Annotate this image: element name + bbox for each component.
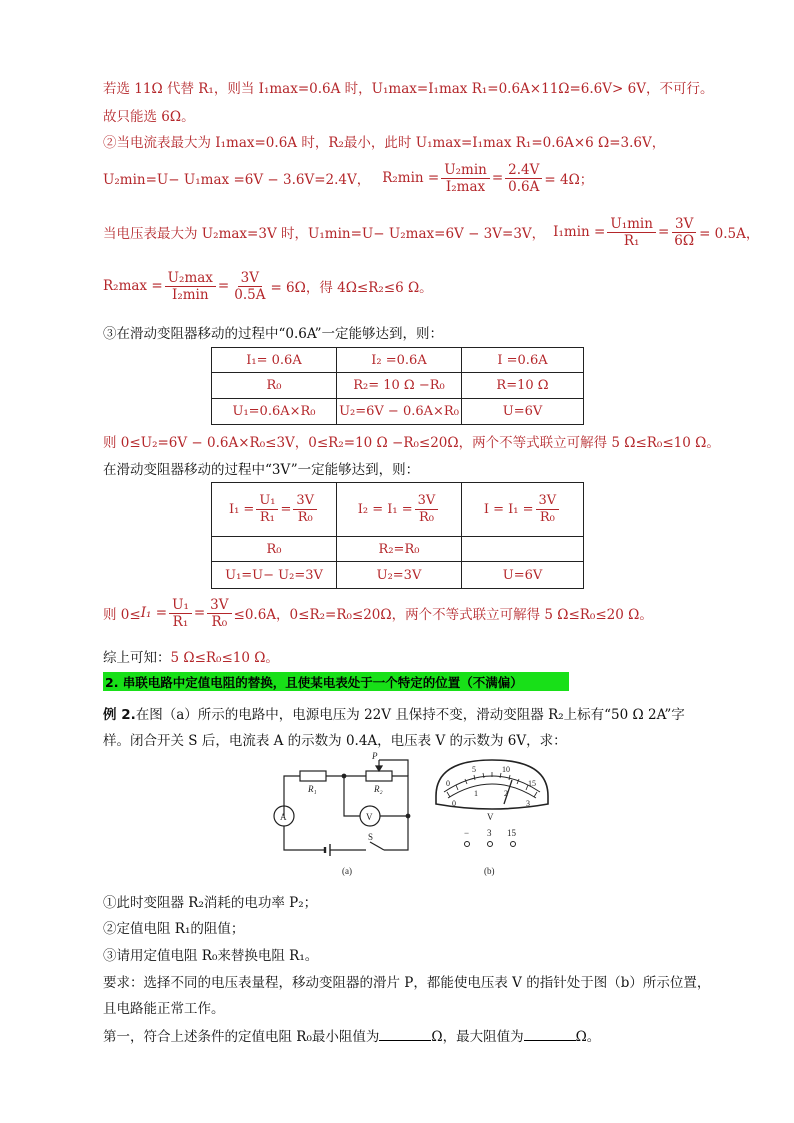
- line-7: ③在滑动变阻器移动的过程中“0.6A”一定能够达到，则：: [103, 326, 444, 342]
- r1-label: R₁: [308, 784, 317, 794]
- fraction-3v-6ohm: $\frac{3V}{6\Omega}$: [671, 216, 697, 249]
- bottom-scale-3: 3: [526, 799, 530, 808]
- fraction-u2max-i2min: $\frac{\text{U₂max}}{\text{I₂min}}$: [165, 270, 216, 303]
- requirement-2: 且电路能正常工作。: [103, 1001, 225, 1017]
- top-scale-10: 10: [502, 765, 510, 774]
- terminal-label-negative: −: [464, 828, 470, 838]
- line-4: U₂min=U− U₁max =6V − 3.6V=2.4V， R₂min = $\frac{\text{U₂min}}{\text{I₂max}}$ = $\frac{2.4V}{0.6A}$ = 4Ω；: [103, 161, 594, 195]
- table-cell: R₂=R₀: [337, 537, 462, 562]
- top-scale-5: 5: [472, 765, 476, 774]
- line-3: ②当电流表最大为 I₁max=0.6A 时，R₂最小，此时 U₁max=I₁max R₁=0.6A×6 Ω=3.6V，: [103, 135, 666, 151]
- ammeter-label: A: [280, 812, 287, 822]
- terminal-3: [488, 842, 493, 847]
- bottom-scale-1: 1: [474, 789, 478, 798]
- line-8: 则 0≤U₂=6V − 0.6A×R₀≤3V，0≤R₂=10 Ω −R₀≤20Ω，两个不等式联立可解得 5 Ω≤R₀≤10 Ω。: [103, 435, 720, 451]
- table-cell: I =0.6A: [462, 348, 584, 373]
- r2-label: R₂: [374, 784, 383, 794]
- caption-b: (b): [484, 866, 495, 876]
- question-3: ③请用定值电阻 R₀来替换电阻 R₁。: [103, 948, 319, 964]
- switch-label: S: [368, 832, 374, 842]
- table-0.6a-condition: [211, 347, 584, 425]
- voltmeter-label: V: [366, 812, 373, 822]
- terminal-15: [511, 842, 516, 847]
- table-cell: U=6V: [462, 399, 584, 425]
- table-cell: U₂=6V − 0.6A×R₀: [337, 399, 462, 425]
- i1min-label: I₁min =: [553, 224, 606, 240]
- answer-blank-min[interactable]: [379, 1028, 431, 1041]
- line-11: 综上可知：5 Ω≤R₀≤10 Ω。: [103, 650, 279, 666]
- table-cell: I = I₁ = $\frac{3V}{\text{R₀}}$: [462, 483, 584, 537]
- r2min-label: R₂min =: [382, 170, 440, 186]
- example-paragraph-1: 例 2.在图（a）所示的电路中，电源电压为 22V 且保持不变，滑动变阻器 R₂上标有“50 Ω 2A”字: [103, 707, 685, 723]
- table-cell: I₂ =0.6A: [337, 348, 462, 373]
- r2min-result: = 4Ω；: [544, 172, 594, 188]
- table-cell: U₁=0.6A×R₀: [212, 399, 337, 425]
- circuit-diagram: [274, 760, 410, 856]
- question-2: ②定值电阻 R₁的阻值；: [103, 921, 245, 937]
- top-scale-0: 0: [446, 779, 450, 788]
- answer-blank-max[interactable]: [524, 1028, 576, 1041]
- fraction-u1min-r1: $\frac{\text{U₁min}}{\text{R₁}}$: [607, 216, 656, 249]
- table-cell: U=6V: [462, 562, 584, 589]
- terminal-label-15: 15: [507, 828, 516, 838]
- table-cell: R₀: [212, 537, 337, 562]
- table-cell: R₀: [212, 373, 337, 399]
- circuit-figure: [260, 752, 550, 880]
- top-scale-15: 15: [528, 779, 536, 788]
- table-cell: I₁= 0.6A: [212, 348, 337, 373]
- example-paragraph-2: 样。闭合开关 S 后，电流表 A 的示数为 0.4A，电压表 V 的示数为 6V，求：: [103, 733, 567, 749]
- terminal-negative: [465, 842, 470, 847]
- line-10: 则 0≤ I₁ = $\frac{\text{U₁}}{\text{R₁}}$ = $\frac{3V}{\text{R₀}}$ ≤0.6A，0≤R₂=R₀≤20Ω，两个不等式联立可解得 5 Ω≤R₀≤20 Ω。: [103, 596, 653, 630]
- final-question: 第一，符合上述条件的定值电阻 R₀最小阻值为 Ω，最大阻值为 Ω。: [103, 1029, 601, 1045]
- u2max-expression: 当电压表最大为 U₂max=3V 时，U₁min=U− U₂max=6V − 3V=3V，: [103, 226, 546, 242]
- table-cell: R=10 Ω: [462, 373, 584, 399]
- question-1: ①此时变阻器 R₂消耗的电功率 P₂；: [103, 895, 318, 911]
- fraction-2.4v-0.6a: $\frac{2.4V}{0.6A}$: [505, 162, 542, 195]
- line-5: 当电压表最大为 U₂max=3V 时，U₁min=U− U₂max=6V − 3V=3V， I₁min = $\frac{\text{U₁min}}{\text{R₁}}$ = $\frac{3V}{6\Omega}$ = 0.5A，: [103, 215, 760, 249]
- section-heading: 2. 串联电路中定值电阻的替换，且使某电表处于一个特定的位置（不满偏）: [103, 672, 569, 691]
- bottom-scale-2: 2: [504, 789, 508, 798]
- table-3v-condition: [211, 482, 584, 589]
- requirement-1: 要求：选择不同的电压表量程，移动变阻器的滑片 P，都能使电压表 V 的指针处于图（b）所示位置，: [103, 975, 711, 991]
- table-cell: [462, 537, 584, 562]
- line-2: 故只能选 6Ω。: [103, 109, 195, 125]
- table-cell: U₁=U− U₂=3V: [212, 562, 337, 589]
- line-1: 若选 11Ω 代替 R₁，则当 I₁max=0.6A 时，U₁max=I₁max R₁=0.6A×11Ω=6.6V> 6V，不可行。: [103, 81, 714, 97]
- line-6: R₂max = $\frac{\text{U₂max}}{\text{I₂min}}$ = $\frac{3V}{0.5A}$ = 6Ω，得 4Ω≤R₂≤6 Ω。: [103, 269, 433, 303]
- caption-a: (a): [342, 866, 352, 876]
- i1min-result: = 0.5A，: [699, 226, 760, 242]
- table-cell: R₂= 10 Ω −R₀: [337, 373, 462, 399]
- fraction-u2min-i2max: $\frac{\text{U₂min}}{\text{I₂max}}$: [441, 162, 490, 195]
- fraction-3v-0.5a: $\frac{3V}{0.5A}$: [234, 269, 266, 303]
- slider-label: P: [372, 752, 378, 761]
- meter-unit: V: [487, 812, 494, 822]
- u2min-expression: U₂min=U− U₁max =6V − 3.6V=2.4V，: [103, 172, 371, 188]
- r2max-label: R₂max =: [103, 278, 163, 294]
- line-9: 在滑动变阻器移动的过程中“3V”一定能够达到，则：: [103, 462, 420, 478]
- terminal-label-3: 3: [487, 828, 492, 838]
- table-cell: I₁ = $\frac{\text{U₁}}{\text{R₁}}$ = $\frac{3V}{\text{R₀}}$: [212, 483, 337, 537]
- bottom-scale-0: 0: [452, 799, 456, 808]
- table-cell: I₂ = I₁ = $\frac{3V}{\text{R₀}}$: [337, 483, 462, 537]
- r2-resistor: [366, 771, 392, 781]
- r2max-result: = 6Ω，得 4Ω≤R₂≤6 Ω。: [270, 280, 433, 296]
- table-cell: U₂=3V: [337, 562, 462, 589]
